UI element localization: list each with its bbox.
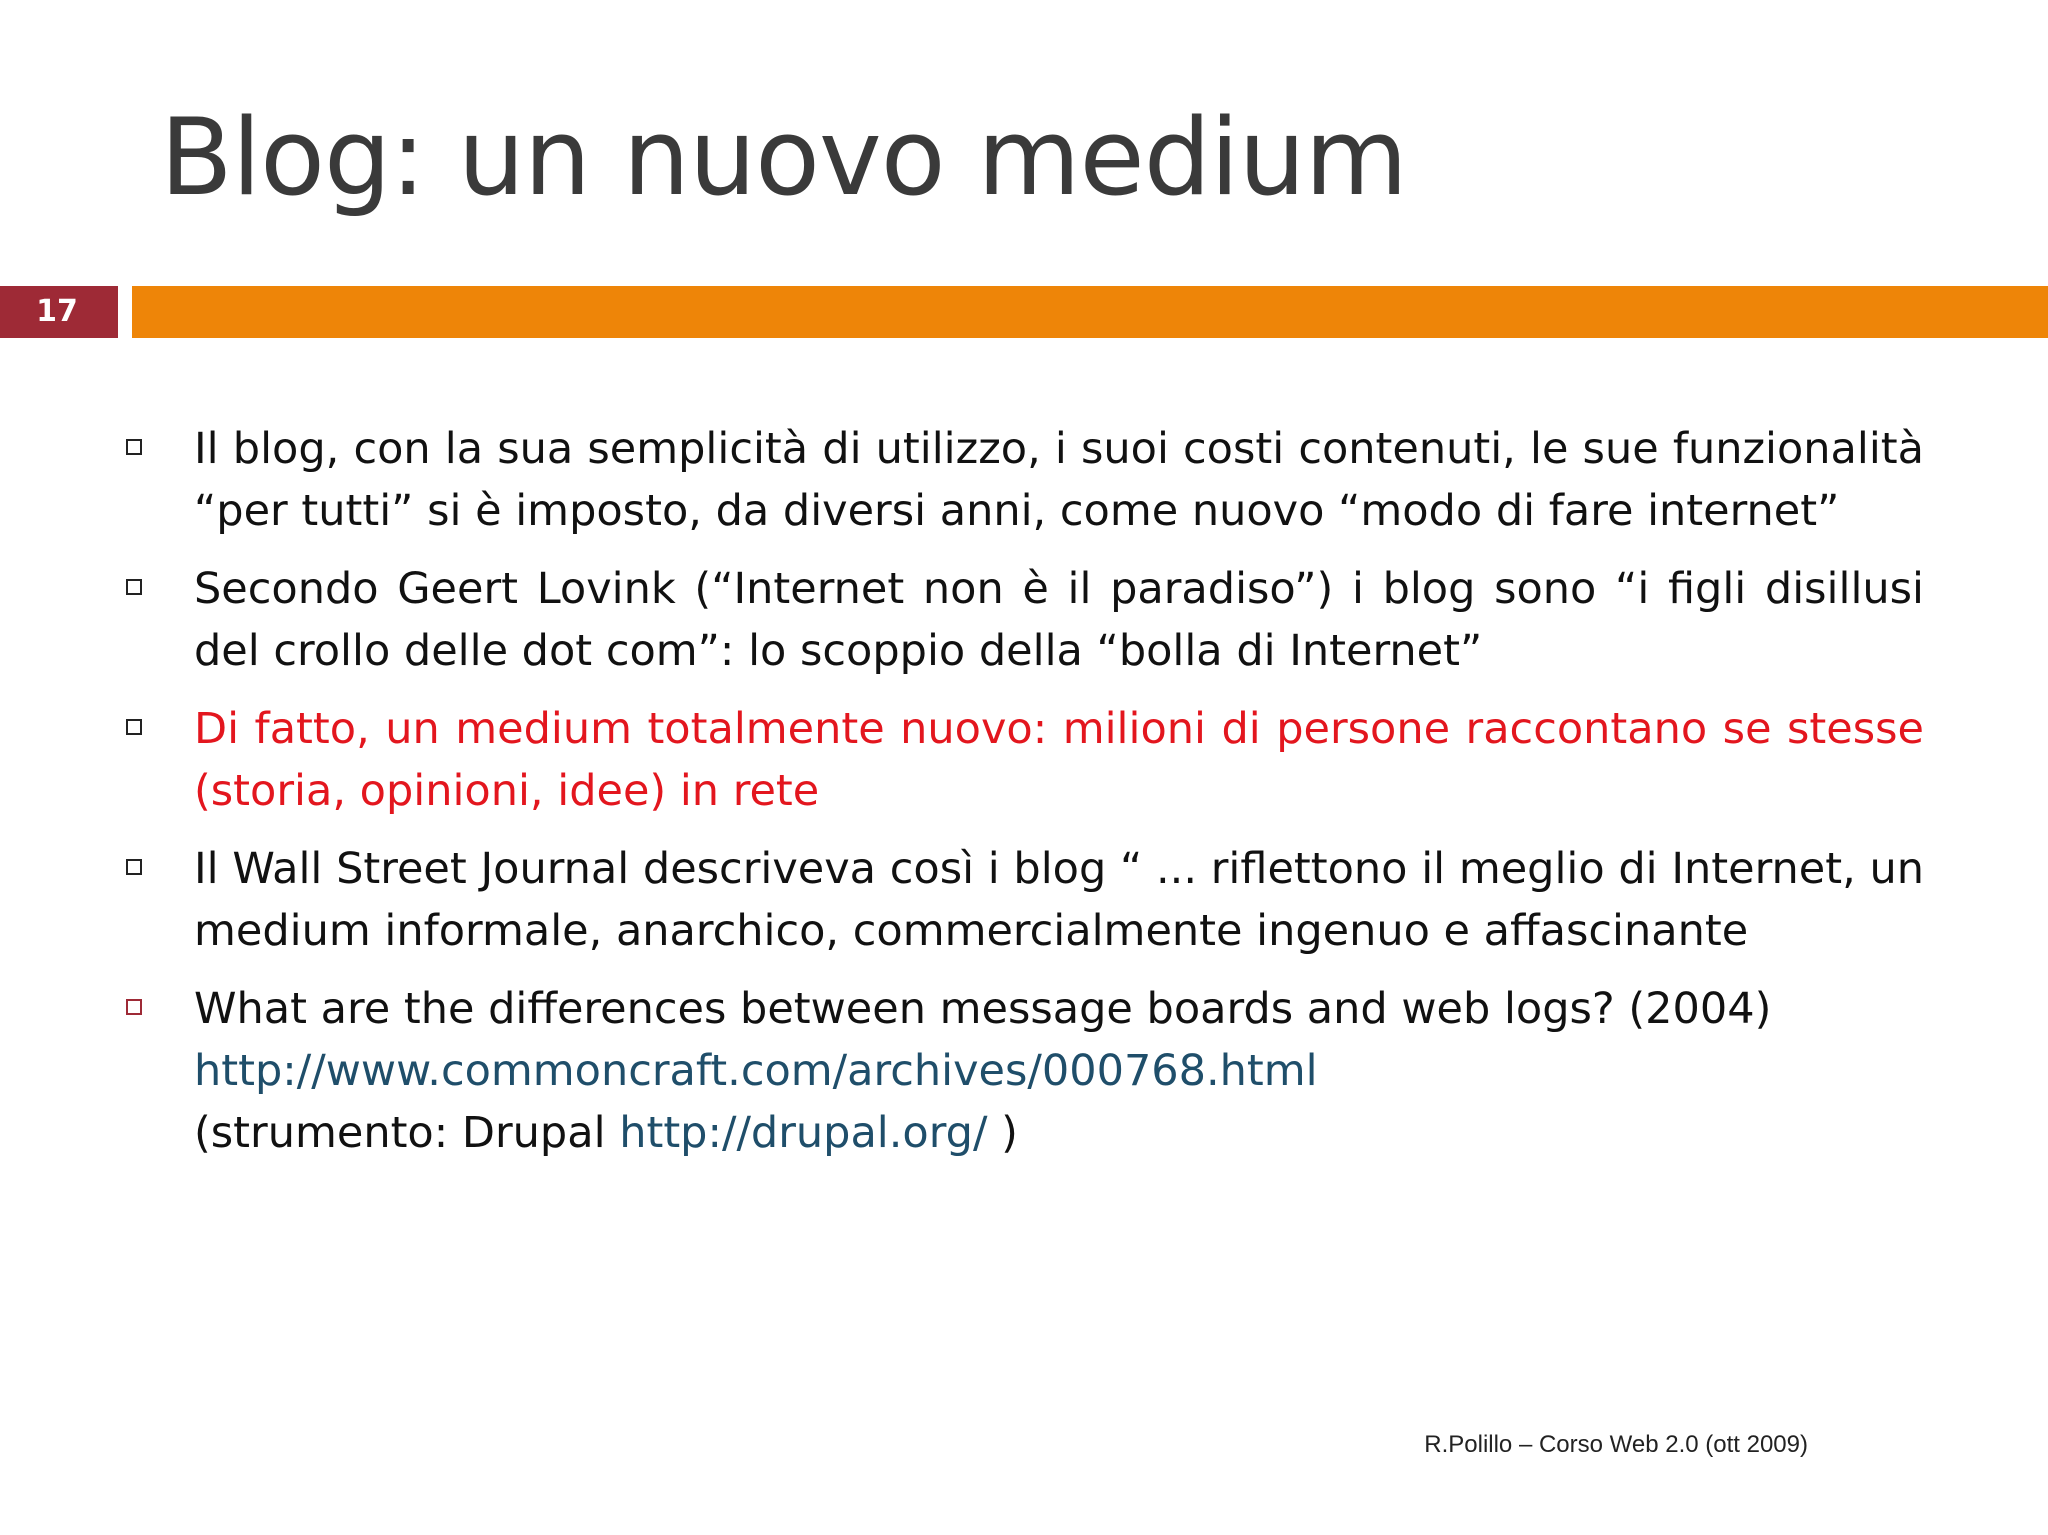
bullet-item-new-medium [124, 698, 1924, 822]
drupal-link[interactable]: http://drupal.org/ [619, 1108, 988, 1158]
square-bullet-icon [126, 999, 142, 1015]
commoncraft-link[interactable]: http://www.commoncraft.com/archives/000768.html [194, 1046, 1318, 1096]
drupal-prefix-text: (strumento: Drupal [194, 1108, 620, 1158]
slide-title: Blog: un nuovo medium [160, 96, 1407, 219]
bullet-text: Secondo Geert Lovink (“Internet non è il paradiso”) i blog sono “i figli disillusi del crollo delle dot com”: lo scoppio della “bolla di Internet” [194, 564, 1924, 676]
slide-footer: R.Polillo – Corso Web 2.0 (ott 2009) [1424, 1431, 1808, 1458]
bullet-item-wall-street-journal [124, 838, 1924, 962]
bullet-item-blog-simplicity [124, 418, 1924, 542]
square-bullet-icon [126, 859, 142, 875]
square-bullet-icon [126, 579, 142, 595]
bullet-text: Di fatto, un medium totalmente nuovo: milioni di persone raccontano se stesse (storia, opinioni, idee) in rete [194, 704, 1924, 816]
drupal-tool-line [194, 1102, 1924, 1164]
slide-number-badge: 17 [0, 286, 118, 338]
title-accent-bar [132, 286, 2048, 338]
bullet-item-lovink [124, 558, 1924, 682]
bullet-text: Il blog, con la sua semplicità di utilizzo, i suoi costi contenuti, le sue funzionalità “per tutti” si è imposto, da diversi anni, come nuovo “modo di fare internet” [194, 424, 1924, 536]
bullet-item-differences [124, 978, 1924, 1164]
bullet-text: Il Wall Street Journal descriveva così i blog “ ... riflettono il meglio di Internet, un medium informale, anarchico, commercialmente ingenuo e affascinante [194, 844, 1924, 956]
square-bullet-icon [126, 439, 142, 455]
drupal-suffix-text: ) [987, 1108, 1018, 1158]
square-bullet-icon [126, 719, 142, 735]
bullet-text: What are the differences between message boards and web logs? (2004) [194, 984, 1772, 1034]
bullet-list [124, 418, 1924, 1180]
